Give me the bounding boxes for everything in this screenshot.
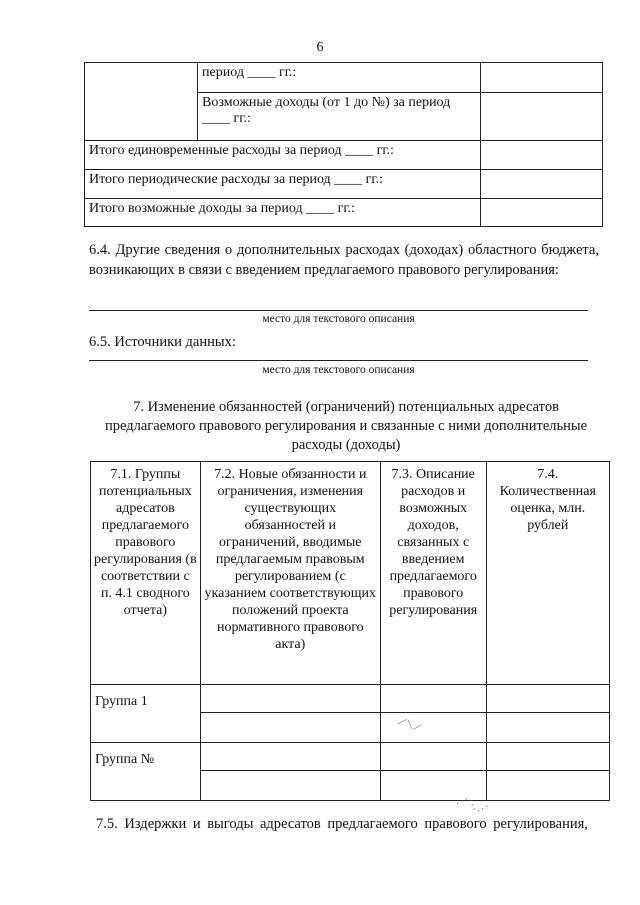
value-cell [481,93,603,141]
table-cell [200,713,380,743]
page-number: 6 [316,40,324,55]
ink-mark: ⋰⋱⋰ [455,794,490,817]
section-6-4-text: 6.4. Другие сведения о дополнительных расходах (доходах) областного бюджета, возникающих в связи с введением предлагаемого правового регулирования: [89,242,599,278]
table-cell [200,743,380,771]
column-header-7-3: 7.3. Описание расходов и возможных доходов, связанных с введением предлагаемого правового регулирования [380,462,486,685]
table-cell [486,713,609,743]
empty-cell [85,63,198,141]
obligations-table [90,461,610,801]
column-header-7-1: 7.1. Группы потенциальных адресатов предлагаемого правового регулирования (в соответствии с п. 4.1 сводного отчета) [91,462,201,685]
table-cell [380,771,486,801]
section-7-heading: 7. Изменение обязанностей (ограничений) потенциальных адресатов предлагаемого правового регулирования и связанные с ними дополнительные расходы (доходы) [104,399,588,453]
section-6-5-text: 6.5. Источники данных: [89,334,236,350]
period-cell: период ____ гг.: [198,63,481,93]
table-cell [380,685,486,713]
table-cell [486,771,609,801]
table-cell [380,713,486,743]
section-7-5-text: 7.5. Издержки и выгоды адресатов предлагаемого правового регулирования, [96,816,588,832]
possible-income-cell: Возможные доходы (от 1 до №) за период ____ гг.: [198,93,481,141]
expenses-table [84,62,603,227]
total-one-time-cell: Итого единовременные расходы за период ____ гг.: [85,141,481,170]
value-cell [481,63,603,93]
column-header-7-2: 7.2. Новые обязанности и ограничения, изменения существующих обязанностей и ограничений, вводимые предлагаемым правовым регулированием (с указанием соответствующих положений проекта нормативного правового акта) [200,462,380,685]
value-cell [481,170,603,199]
table-cell [200,685,380,713]
total-income-cell: Итого возможные доходы за период ____ гг.: [85,199,481,227]
total-periodic-cell: Итого периодические расходы за период ____ гг.: [85,170,481,199]
table-cell [486,743,609,771]
value-cell [481,141,603,170]
column-header-7-4: 7.4. Количественная оценка, млн. рублей [486,462,609,685]
text-line [89,310,588,311]
table-cell [380,743,486,771]
table-cell [200,771,380,801]
group-1-label: Группа 1 [91,685,201,743]
table-cell [486,685,609,713]
ink-mark: ⟋⟍⟋ [396,716,424,735]
value-cell [481,199,603,227]
group-n-label: Группа № [91,743,201,801]
section-6-5-caption: место для текстового описания [262,364,415,376]
text-line [89,360,588,361]
section-6-4-caption: место для текстового описания [262,313,415,325]
